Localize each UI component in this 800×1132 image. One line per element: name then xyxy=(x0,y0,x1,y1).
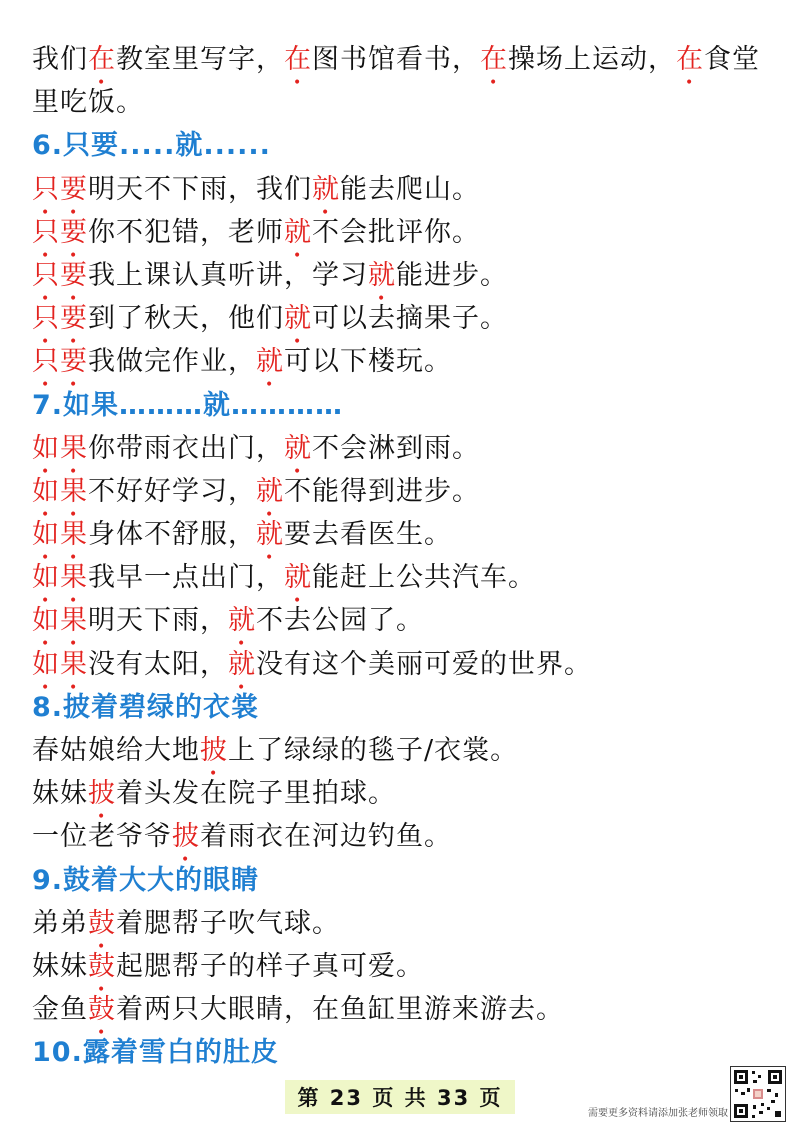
qr-caption: 需要更多资料请添加张老师领取 xyxy=(588,1108,728,1119)
emphasized-word: 只要 xyxy=(32,173,88,205)
text-segment: 到了秋天，他们 xyxy=(88,303,284,335)
section-heading xyxy=(32,686,772,729)
text-segment: 里吃饭。 xyxy=(32,87,144,119)
text-segment: 着两只大眼睛，在鱼缸里游来游去。 xyxy=(116,994,564,1026)
text-line xyxy=(32,599,772,642)
emphasized-word: 只要 xyxy=(32,259,88,291)
emphasized-word: 只要 xyxy=(32,303,88,335)
text-segment: 9.鼓着大大的眼睛 xyxy=(32,864,260,896)
emphasized-word: 如果 xyxy=(32,648,88,680)
emphasized-word: 在 xyxy=(480,44,508,75)
emphasized-word: 只要 xyxy=(32,216,88,248)
text-segment: 可以下楼玩。 xyxy=(284,346,452,378)
text-segment: 不能得到进步。 xyxy=(284,475,480,507)
emphasized-word: 如果 xyxy=(32,519,88,551)
section-heading xyxy=(32,1031,772,1074)
text-segment: 春姑娘给大地 xyxy=(32,735,200,766)
text-line xyxy=(32,643,772,686)
emphasized-word: 鼓 xyxy=(88,907,116,939)
text-segment: 金鱼 xyxy=(32,994,88,1026)
text-segment: 不好好学习， xyxy=(88,475,256,507)
text-line xyxy=(32,38,772,81)
text-segment: 可以去摘果子。 xyxy=(312,303,508,335)
text-line xyxy=(32,81,772,124)
emphasized-word: 如果 xyxy=(32,562,88,594)
text-segment: 着雨衣在河边钓鱼。 xyxy=(200,821,452,853)
text-segment: 妹妹 xyxy=(32,778,88,810)
text-line xyxy=(32,945,772,988)
emphasized-word: 就 xyxy=(256,346,284,378)
emphasized-word: 就 xyxy=(256,475,284,507)
emphasized-word: 鼓 xyxy=(88,994,116,1026)
text-segment: 6.只要.....就...... xyxy=(32,130,271,162)
emphasized-word: 就 xyxy=(284,562,312,594)
text-line xyxy=(32,988,772,1031)
emphasized-word: 就 xyxy=(284,216,312,248)
text-line xyxy=(32,297,772,340)
text-segment: 一位老爷爷 xyxy=(32,821,172,853)
text-line xyxy=(32,729,772,772)
text-segment: 你带雨衣出门， xyxy=(88,432,284,464)
emphasized-word: 就 xyxy=(256,519,284,551)
text-segment: 能去爬山。 xyxy=(340,173,480,205)
text-line xyxy=(32,513,772,556)
text-segment: 7.如果………就………… xyxy=(32,389,344,421)
text-segment: 明天不下雨，我们 xyxy=(88,173,312,205)
emphasized-word: 就 xyxy=(284,303,312,335)
emphasized-word: 在 xyxy=(284,44,312,75)
text-line xyxy=(32,470,772,513)
text-line xyxy=(32,340,772,383)
text-segment: 起腮帮子的样子真可爱。 xyxy=(116,950,424,982)
text-line xyxy=(32,254,772,297)
document-body xyxy=(32,38,772,1075)
text-segment: 没有这个美丽可爱的世界。 xyxy=(256,648,592,680)
text-line xyxy=(32,168,772,211)
section-heading xyxy=(32,384,772,427)
text-segment: 着腮帮子吹气球。 xyxy=(116,907,340,939)
text-line xyxy=(32,556,772,599)
text-line xyxy=(32,772,772,815)
text-segment: 能进步。 xyxy=(396,259,508,291)
emphasized-word: 如果 xyxy=(32,475,88,507)
text-segment: 8.披着碧绿的衣裳 xyxy=(32,691,260,723)
text-segment: 着头发在院子里拍球。 xyxy=(116,778,396,810)
text-line xyxy=(32,427,772,470)
text-segment: 身体不舒服， xyxy=(88,519,256,551)
text-segment: 不会淋到雨。 xyxy=(312,432,480,464)
text-segment: 没有太阳， xyxy=(88,648,228,680)
text-segment: 不会批评你。 xyxy=(312,216,480,248)
text-line xyxy=(32,902,772,945)
text-segment: 操场上运动， xyxy=(508,44,676,75)
emphasized-word: 披 xyxy=(172,821,200,853)
text-segment: 不去公园了。 xyxy=(256,605,424,637)
emphasized-word: 在 xyxy=(88,44,116,75)
text-segment: 能赶上公共汽车。 xyxy=(312,562,536,594)
text-segment: 我上课认真听讲，学习 xyxy=(88,259,368,291)
text-segment: 10.露着雪白的肚皮 xyxy=(32,1037,279,1069)
section-heading xyxy=(32,859,772,902)
emphasized-word: 就 xyxy=(228,605,256,637)
emphasized-word: 披 xyxy=(88,778,116,810)
emphasized-word: 鼓 xyxy=(88,950,116,982)
text-segment: 要去看医生。 xyxy=(284,519,452,551)
emphasized-word: 在 xyxy=(676,44,704,75)
text-segment: 你不犯错，老师 xyxy=(88,216,284,248)
text-segment: 我早一点出门， xyxy=(88,562,284,594)
text-line xyxy=(32,211,772,254)
text-segment: 我做完作业， xyxy=(88,346,256,378)
section-heading xyxy=(32,124,772,167)
emphasized-word: 就 xyxy=(368,259,396,291)
text-segment: 弟弟 xyxy=(32,907,88,939)
text-segment: 教室里写字， xyxy=(116,44,284,75)
emphasized-word: 只要 xyxy=(32,346,88,378)
emphasized-word: 就 xyxy=(312,173,340,205)
qr-code-icon xyxy=(730,1066,786,1122)
text-line xyxy=(32,815,772,858)
emphasized-word: 如果 xyxy=(32,432,88,464)
text-segment: 我们 xyxy=(32,44,88,75)
emphasized-word: 披 xyxy=(200,735,228,766)
emphasized-word: 如果 xyxy=(32,605,88,637)
page-number: 第 23 页 共 33 页 xyxy=(285,1080,514,1114)
text-segment: 上了绿绿的毯子/衣裳。 xyxy=(228,735,519,766)
text-segment: 明天下雨， xyxy=(88,605,228,637)
emphasized-word: 就 xyxy=(284,432,312,464)
text-segment: 妹妹 xyxy=(32,950,88,982)
emphasized-word: 就 xyxy=(228,648,256,680)
text-segment: 食堂 xyxy=(704,44,760,75)
text-segment: 图书馆看书， xyxy=(312,44,480,75)
